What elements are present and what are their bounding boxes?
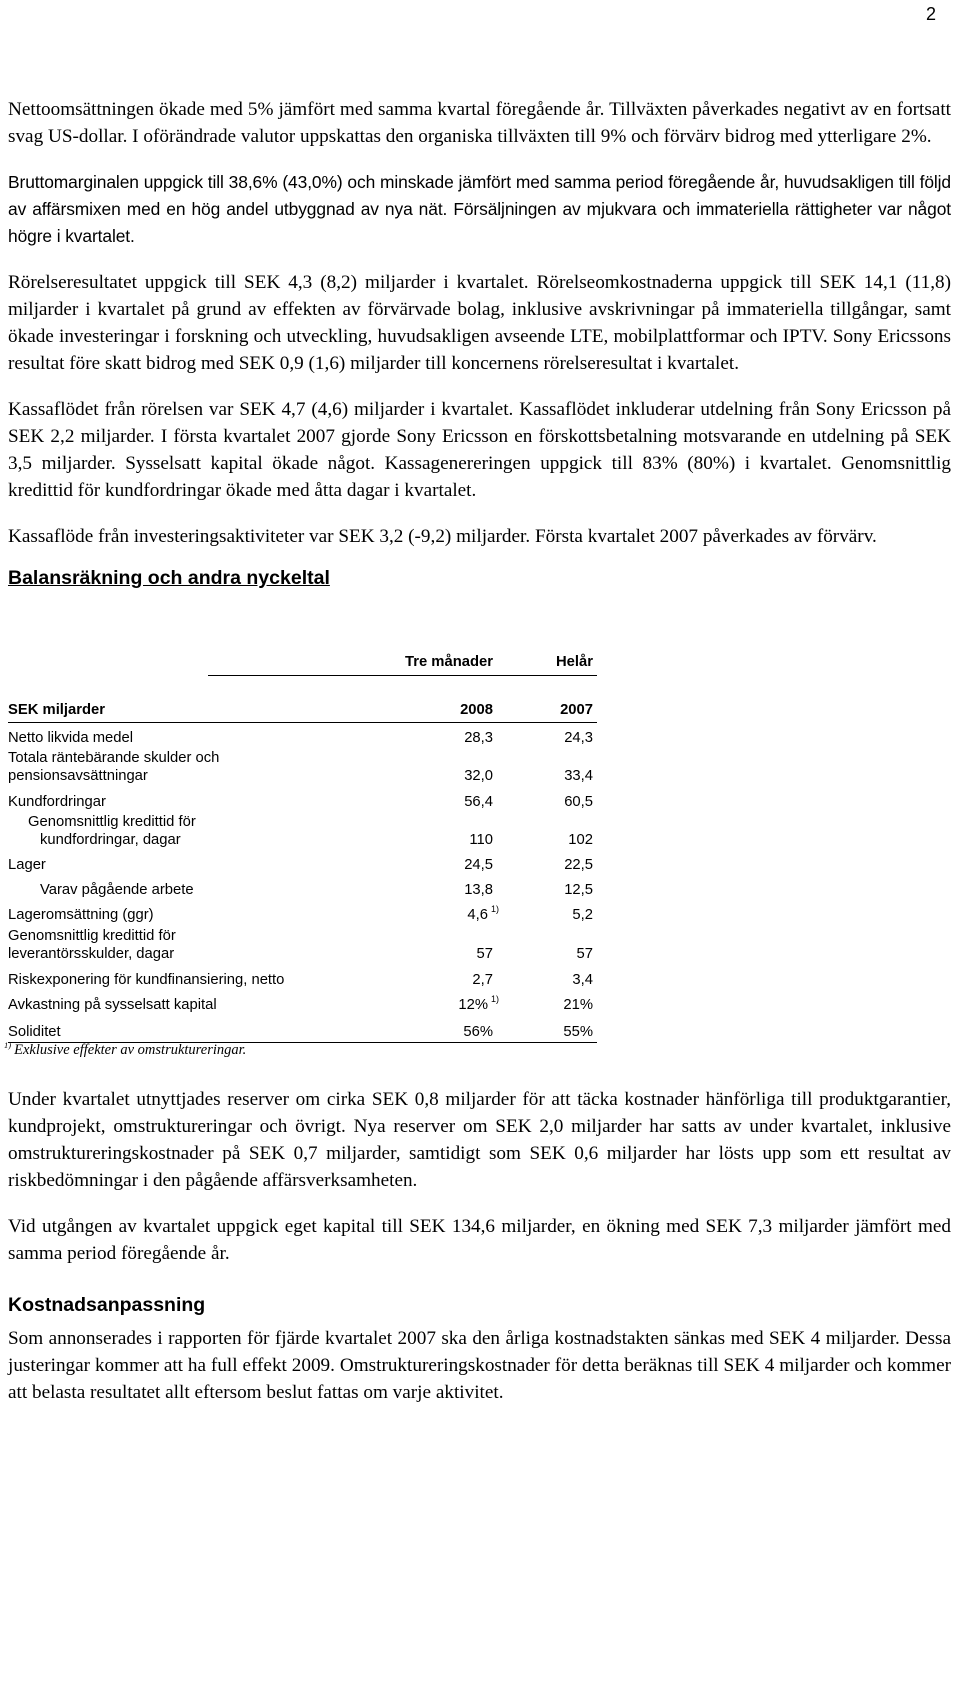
paragraph-operating-income: Rörelseresultatet uppgick till SEK 4,3 (8,2) miljarder i kvartalet. Rörelseomkostnaderna uppgick till SEK 14,1 (11,8) miljarder i kvartalet på grund av effekten av förvärvade bolag, inklusive avskrivningar på immateriella tillgångar, samt ökade investeringar i forskning och utveckling, huvudsakligen avseende LTE, mobilplattformar och IPTV. Sony Ericssons resultat före skatt bidrog med SEK 0,9 (1,6) miljarder till koncernens rörelseresultat i kvartalet. <box>8 272 951 374</box>
col-header-full-year: Helår <box>555 654 593 670</box>
heading-cost-adjustment: Kostnadsanpassning <box>8 1294 206 1316</box>
unit-label: SEK miljarder <box>8 702 106 718</box>
paragraph-investing: Kassaflöde från investeringsaktiviteter var SEK 3,2 (-9,2) miljarder. Första kvartalet 2007 påverkades av förvärv. <box>8 526 877 547</box>
heading-balance-sheet: Balansräkning och andra nyckeltal <box>8 567 330 589</box>
year-header-1: 2008 <box>460 702 493 718</box>
paragraph-cost-adjustment: Som annonserades i rapporten för fjärde kvartalet 2007 ska den årliga kostnadstakten sänkas med SEK 4 miljarder. Dessa justeringar kommer att ha full effekt 2009. Omstruktureringskostnader för detta beräknas till SEK 4 miljarder och kommer att belasta resultatet allt eftersom beslut fattas om varje aktivitet. <box>8 1328 951 1403</box>
paragraph-gross-margin: Bruttomarginalen uppgick till 38,6% (43,0%) och minskade jämfört med samma period föregående år, huvudsakligen till följd av affärsmixen med en hög andel utbyggnad av nya nät. Försäljningen av mjukvara och immateriella rättigheter var något högre i kvartalet. <box>8 172 951 246</box>
paragraph-net-sales: Nettoomsättningen ökade med 5% jämfört med samma kvartal föregående år. Tillväxten påverkades negativt av en fortsatt svag US-dollar. I oförändrade valutor uppskattas den organiska tillväxten till 9% och förvärv bidrog med ytterligare 2%. <box>8 99 951 147</box>
year-header-2: 2007 <box>560 702 593 718</box>
key-figures-table: Tre månader Helår SEK miljarder 2008 2007 Netto likvida medel 28,3 24,3 Totala räntebärande skulder och pensionsavsättningar 32,0 33,4 Kundfordringar 56,4 60,5 Genomsnittlig kredittid för kundfordringar, dagar 110 102 Lager 24,5 22,5 Varav pågående arbete 13,8 12,5 Lageromsättning (ggr) 4,6 $^{1)}$ 5,2 Genomsnittlig kredittid för leverantörsskulder, dagar 57 57 Riskexponering för kundfinansiering, netto 2,7 3,4 Avkastning på sysselsatt kapital 12% $^{1)}$ 21% Soliditet 56% 55% $^{1)}$ Exklusive effekter av omstruktureringar. <box>8 590 951 1060</box>
table-footnote: $^{1)}$ Exklusive effekter av omstruktureringar. <box>4 1040 247 1058</box>
page-number: 2 <box>925 4 936 24</box>
paragraph-equity: Vid utgången av kvartalet uppgick eget kapital till SEK 134,6 miljarder, en ökning med SEK 7,3 miljarder jämfört med samma period föregående år. <box>8 1216 951 1264</box>
col-header-three-months: Tre månader <box>404 654 493 670</box>
paragraph-cash-flow: Kassaflödet från rörelsen var SEK 4,7 (4,6) miljarder i kvartalet. Kassaflödet inkluderar utdelning från Sony Ericsson på SEK 2,2 miljarder. I första kvartalet 2007 gjorde Sony Ericsson en förskottsbetalning motsvarande en utdelning på SEK 3,5 miljarder. Sysselsatt kapital ökade något. Kassagenereringen uppgick till 83% (80%) i kvartalet. Genomsnittlig kredittid för kundfordringar ökade med åtta dagar i kvartalet. <box>8 399 951 501</box>
document-body <box>4 96 951 1406</box>
paragraph-reserves: Under kvartalet utnyttjades reserver om cirka SEK 0,8 miljarder för att täcka kostnader hänförliga till produktgarantier, kundprojekt, omstruktureringar och övrigt. Nya reserver om SEK 2,0 miljarder har satts av under kvartalet, inklusive omstruktureringskostnader på SEK 0,7 miljarder, samtidigt som SEK 0,6 miljarder har lösts upp som ett resultat av riskbedömningar i den pågående affärsverksamheten. <box>8 1089 951 1191</box>
